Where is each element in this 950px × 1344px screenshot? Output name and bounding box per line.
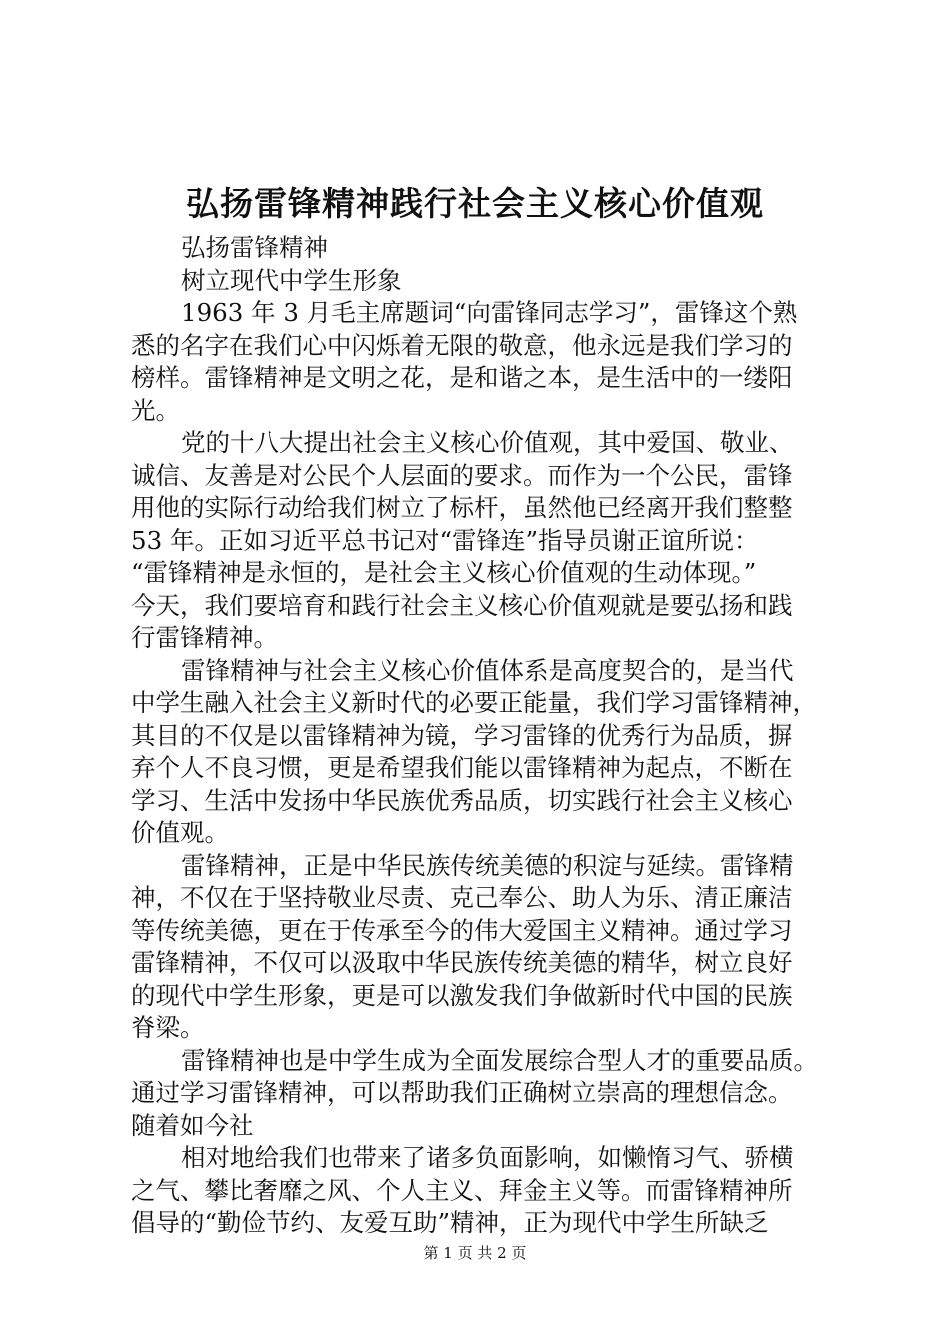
- text-line: 的现代中学生形象，更是可以激发我们争做新时代中国的民族: [131, 980, 793, 1010]
- text-line: 1963 年 3 月毛主席题词“向雷锋同志学习”，雷锋这个熟: [181, 298, 798, 327]
- text-line: 雷锋精神与社会主义核心价值体系是高度契合的，是当代: [181, 655, 794, 685]
- text-line: “雷锋精神是永恒的，是社会主义核心价值观的生动体现。”: [131, 558, 757, 587]
- text-line: 其目的不仅是以雷锋精神为镜，学习雷锋的优秀行为品质，摒: [131, 720, 793, 750]
- text-line: 等传统美德，更在于传承至今的伟大爱国主义精神。通过学习: [131, 915, 793, 945]
- document-body: [131, 232, 826, 1240]
- text-line: 中学生融入社会主义新时代的必要正能量，我们学习雷锋精神，: [131, 688, 817, 717]
- text-line: 今天，我们要培育和践行社会主义核心价值观就是要弘扬和践: [131, 590, 793, 620]
- text-line: 神，不仅在于坚持敬业尽责、克己奉公、助人为乐、清正廉洁: [131, 883, 793, 912]
- text-line: 悉的名字在我们心中闪烁着无限的敬意，他永远是我们学习的: [131, 330, 793, 360]
- text-line: 行雷锋精神。: [131, 623, 278, 652]
- text-line: 价值观。: [131, 818, 229, 847]
- document-title: 弘扬雷锋精神践行社会主义核心价值观: [186, 184, 764, 223]
- text-line: 雷锋精神，正是中华民族传统美德的积淀与延续。雷锋精: [181, 850, 794, 880]
- text-line: 脊梁。: [131, 1013, 205, 1042]
- text-line: 学习、生活中发扬中华民族优秀品质，切实践行社会主义核心: [131, 785, 793, 815]
- text-line: 榜样。雷锋精神是文明之花，是和谐之本，是生活中的一缕阳: [131, 363, 793, 392]
- text-line: 党的十八大提出社会主义核心价值观，其中爱国、敬业、: [181, 428, 794, 457]
- text-line: 之气、攀比奢靡之风、个人主义、拜金主义等。而雷锋精神所: [131, 1175, 793, 1205]
- text-line: 树立现代中学生形象: [181, 265, 402, 295]
- text-line: 相对地给我们也带来了诸多负面影响，如懒惰习气、骄横: [181, 1143, 794, 1172]
- text-line: 雷锋精神，不仅可以汲取中华民族传统美德的精华，树立良好: [131, 948, 793, 977]
- text-line: 弘扬雷锋精神: [181, 233, 328, 262]
- text-line: 弃个人不良习惯，更是希望我们能以雷锋精神为起点，不断在: [131, 753, 793, 782]
- text-line: 用他的实际行动给我们树立了标杆，虽然他已经离开我们整整: [131, 493, 793, 522]
- text-line: 光。: [131, 395, 180, 425]
- text-line: 随着如今社: [131, 1110, 254, 1140]
- text-line: 53 年。正如习近平总书记对“雷锋连”指导员谢正谊所说：: [131, 525, 759, 555]
- text-line: 倡导的“勤俭节约、友爱互助”精神，正为现代中学生所缺乏: [131, 1208, 769, 1237]
- text-line: 雷锋精神也是中学生成为全面发展综合型人才的重要品质。: [181, 1045, 818, 1075]
- text-line: 诚信、友善是对公民个人层面的要求。而作为一个公民，雷锋: [131, 460, 793, 490]
- page-footer: 第 1 页 共 2 页: [423, 1244, 527, 1262]
- text-line: 通过学习雷锋精神，可以帮助我们正确树立崇高的理想信念。: [131, 1078, 793, 1107]
